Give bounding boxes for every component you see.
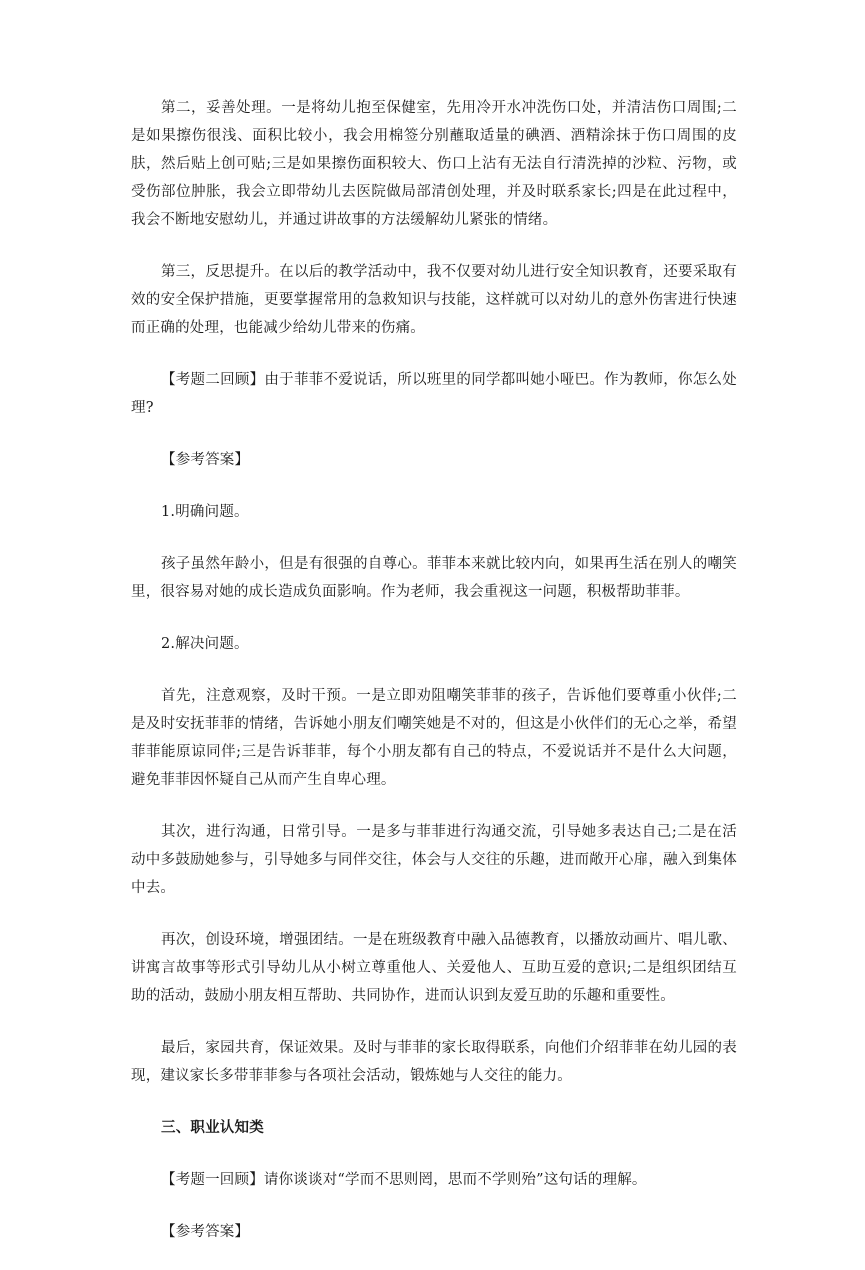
reference-answer-label: 【参考答案】 (161, 452, 250, 468)
paragraph-reflection: 第三，反思提升。在以后的教学活动中，我不仅要对幼儿进行安全知识教育，还要采取有效的安全保护措施，更要掌握常用的急救知识与技能，这样就可以对幼儿的意外伤害进行快速而正确的处理，也能减少给幼儿带来的伤痛。 (131, 264, 737, 336)
paragraph-finally: 最后，家园共育，保证效果。及时与菲菲的家长取得联系，向他们介绍菲菲在幼儿园的表现，建议家长多带菲菲参与各项社会活动，锻炼她与人交往的能力。 (131, 1040, 737, 1084)
paragraph-self-esteem: 孩子虽然年龄小，但是有很强的自尊心。菲菲本来就比较内向，如果再生活在别人的嘲笑里，很容易对她的成长造成负面影响。作为老师，我会重视这一问题，积极帮助菲菲。 (131, 556, 737, 600)
question-two-review: 【考题二回顾】由于菲菲不爱说话，所以班里的同学都叫她小哑巴。作为教师，你怎么处理? (131, 372, 737, 416)
step-clarify-problem: 1.明确问题。 (161, 504, 249, 520)
paragraph-second: 其次，进行沟通，日常引导。一是多与菲菲进行沟通交流，引导她多表达自己;二是在活动中多鼓励她参与，引导她多与同伴交往，体会与人交往的乐趣，进而敞开心扉，融入到集体中去。 (131, 824, 737, 896)
question-one-review: 【考题一回顾】请你谈谈对“学而不思则罔，思而不学则殆”这句话的理解。 (161, 1172, 647, 1188)
paragraph-third: 再次，创设环境，增强团结。一是在班级教育中融入品德教育，以播放动画片、唱儿歌、讲寓言故事等形式引导幼儿从小树立尊重他人、关爱他人、互助互爱的意识;二是组织团结互助的活动，鼓励小朋友相互帮助、共同协作，进而认识到友爱互助的乐趣和重要性。 (131, 932, 737, 1004)
paragraph-first: 首先，注意观察，及时干预。一是立即劝阻嘲笑菲菲的孩子，告诉他们要尊重小伙伴;二是及时安抚菲菲的情绪，告诉她小朋友们嘲笑她是不对的，但这是小伙伴们的无心之举，希望菲菲能原谅同伴;三是告诉菲菲，每个小朋友都有自己的特点，不爱说话并不是什么大问题，避免菲菲因怀疑自己从而产生自卑心理。 (131, 688, 737, 788)
reference-answer-label-2: 【参考答案】 (161, 1224, 250, 1240)
paragraph-handling: 第二，妥善处理。一是将幼儿抱至保健室，先用冷开水冲洗伤口处，并清洁伤口周围;二是如果擦伤很浅、面积比较小，我会用棉签分别蘸取适量的碘酒、酒精涂抹于伤口周围的皮肤，然后贴上创可贴;三是如果擦伤面积较大、伤口上沾有无法自行清洗掉的沙粒、污物，或受伤部位肿胀，我会立即带幼儿去医院做局部清创处理，并及时联系家长;四是在此过程中，我会不断地安慰幼儿，并通过讲故事的方法缓解幼儿紧张的情绪。 (131, 100, 737, 228)
section-heading: 三、职业认知类 (161, 1120, 264, 1136)
step-solve-problem: 2.解决问题。 (161, 636, 249, 652)
document-page (131, 94, 737, 1270)
